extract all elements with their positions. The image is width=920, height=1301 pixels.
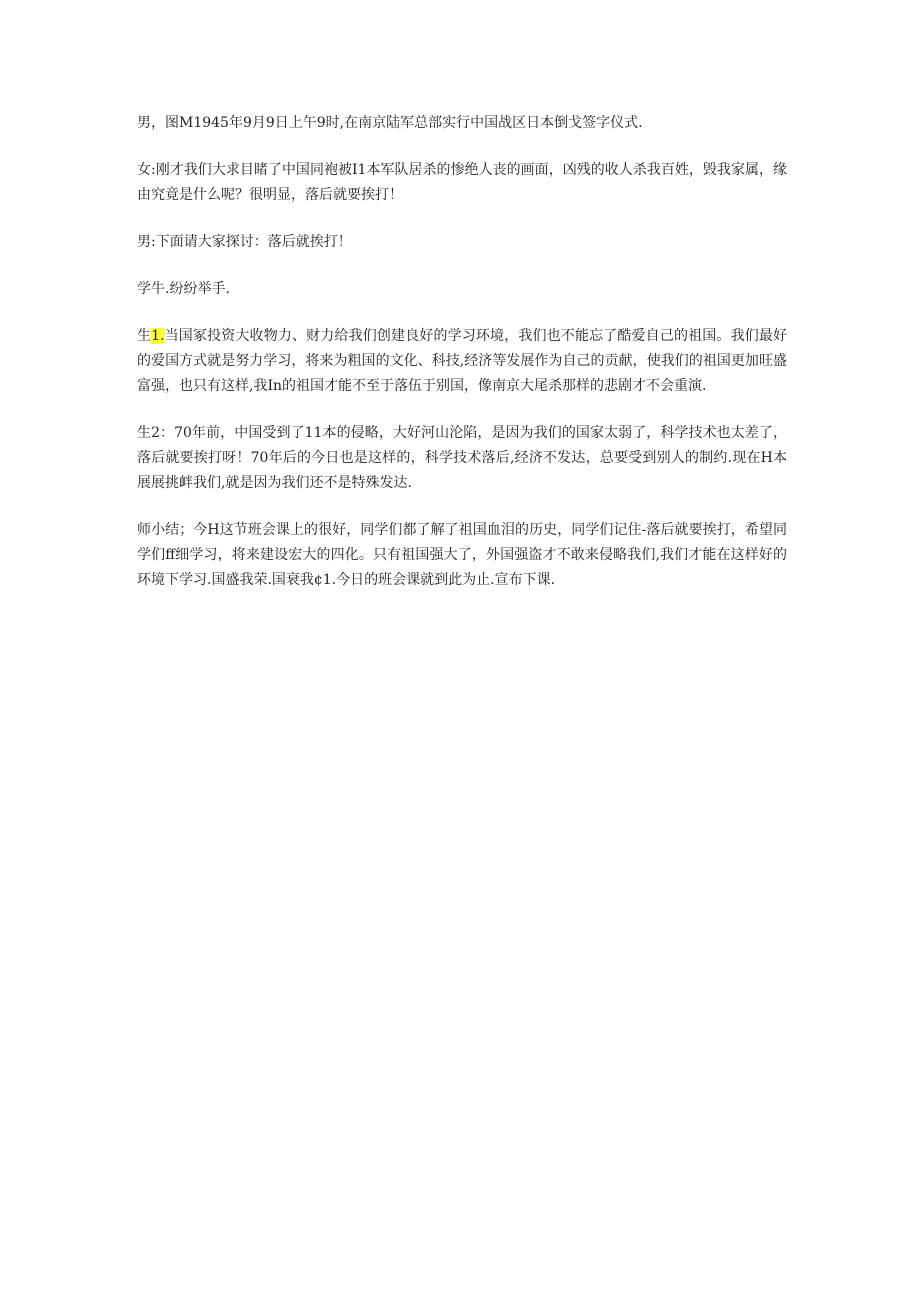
paragraph-5-text: 当国冢投资大收物力、财力给我们创建良好的学习环境，我们也不能忘了酷爱自己的祖国。我们最好的爱国方式就是努力学习，将来为粗国的文化、科技,经济等发展作为自己的贡献，使我们的祖国更加旺盛富强，也只有这样,我In的祖国才能不至于落伍于别国，像南京大尾杀那样的悲剧才不会重演.	[137, 328, 788, 394]
paragraph-1: 男，图M1945年9月9日上午9时,在南京陆军总部实行中国战区日本倒戈签字仪式.	[137, 115, 643, 131]
paragraph-2: 女:刚才我们大求目睹了中国同袍被I1本军队居杀的惨绝人丧的画面，凶残的收人杀我百姓，毁我家属，缘由究竟是什么呢？很明显，落后就要挨打！	[137, 162, 787, 203]
paragraph-5-prefix: 生	[137, 328, 152, 344]
paragraph-5	[137, 324, 787, 399]
document-body	[137, 111, 787, 615]
paragraph-4: 学牛.纷纷举手.	[137, 281, 230, 297]
paragraph-3: 男:下面请大家探讨：落后就挨打！	[137, 234, 352, 250]
paragraph-6: 生2：70年前，中国受到了11本的侵略，大好河山沦陷，是因为我们的国家太弱了，科学技术也太差了，落后就要挨打呀！70年后的今日也是这样的，科学技术落后,经济不发达，总要受到别人的制约.现在H本展展挑衅我们,就是因为我们还不是特殊发达.	[137, 425, 787, 491]
paragraph-7: 师小结；今H这节班会课上的很好，同学们都了解了祖国血泪的历史，同学们记住-落后就要挨打，希望同学们ff细学习，将来建设宏大的四化。只有祖国强大了，外国强盗才不敢来侵略我们,我们才能在这样好的环境下学习.国盛我荣.国衰我¢1.今日的班会课就到此为止.宣布下课.	[137, 522, 787, 588]
highlighted-number: 1.	[151, 328, 165, 344]
